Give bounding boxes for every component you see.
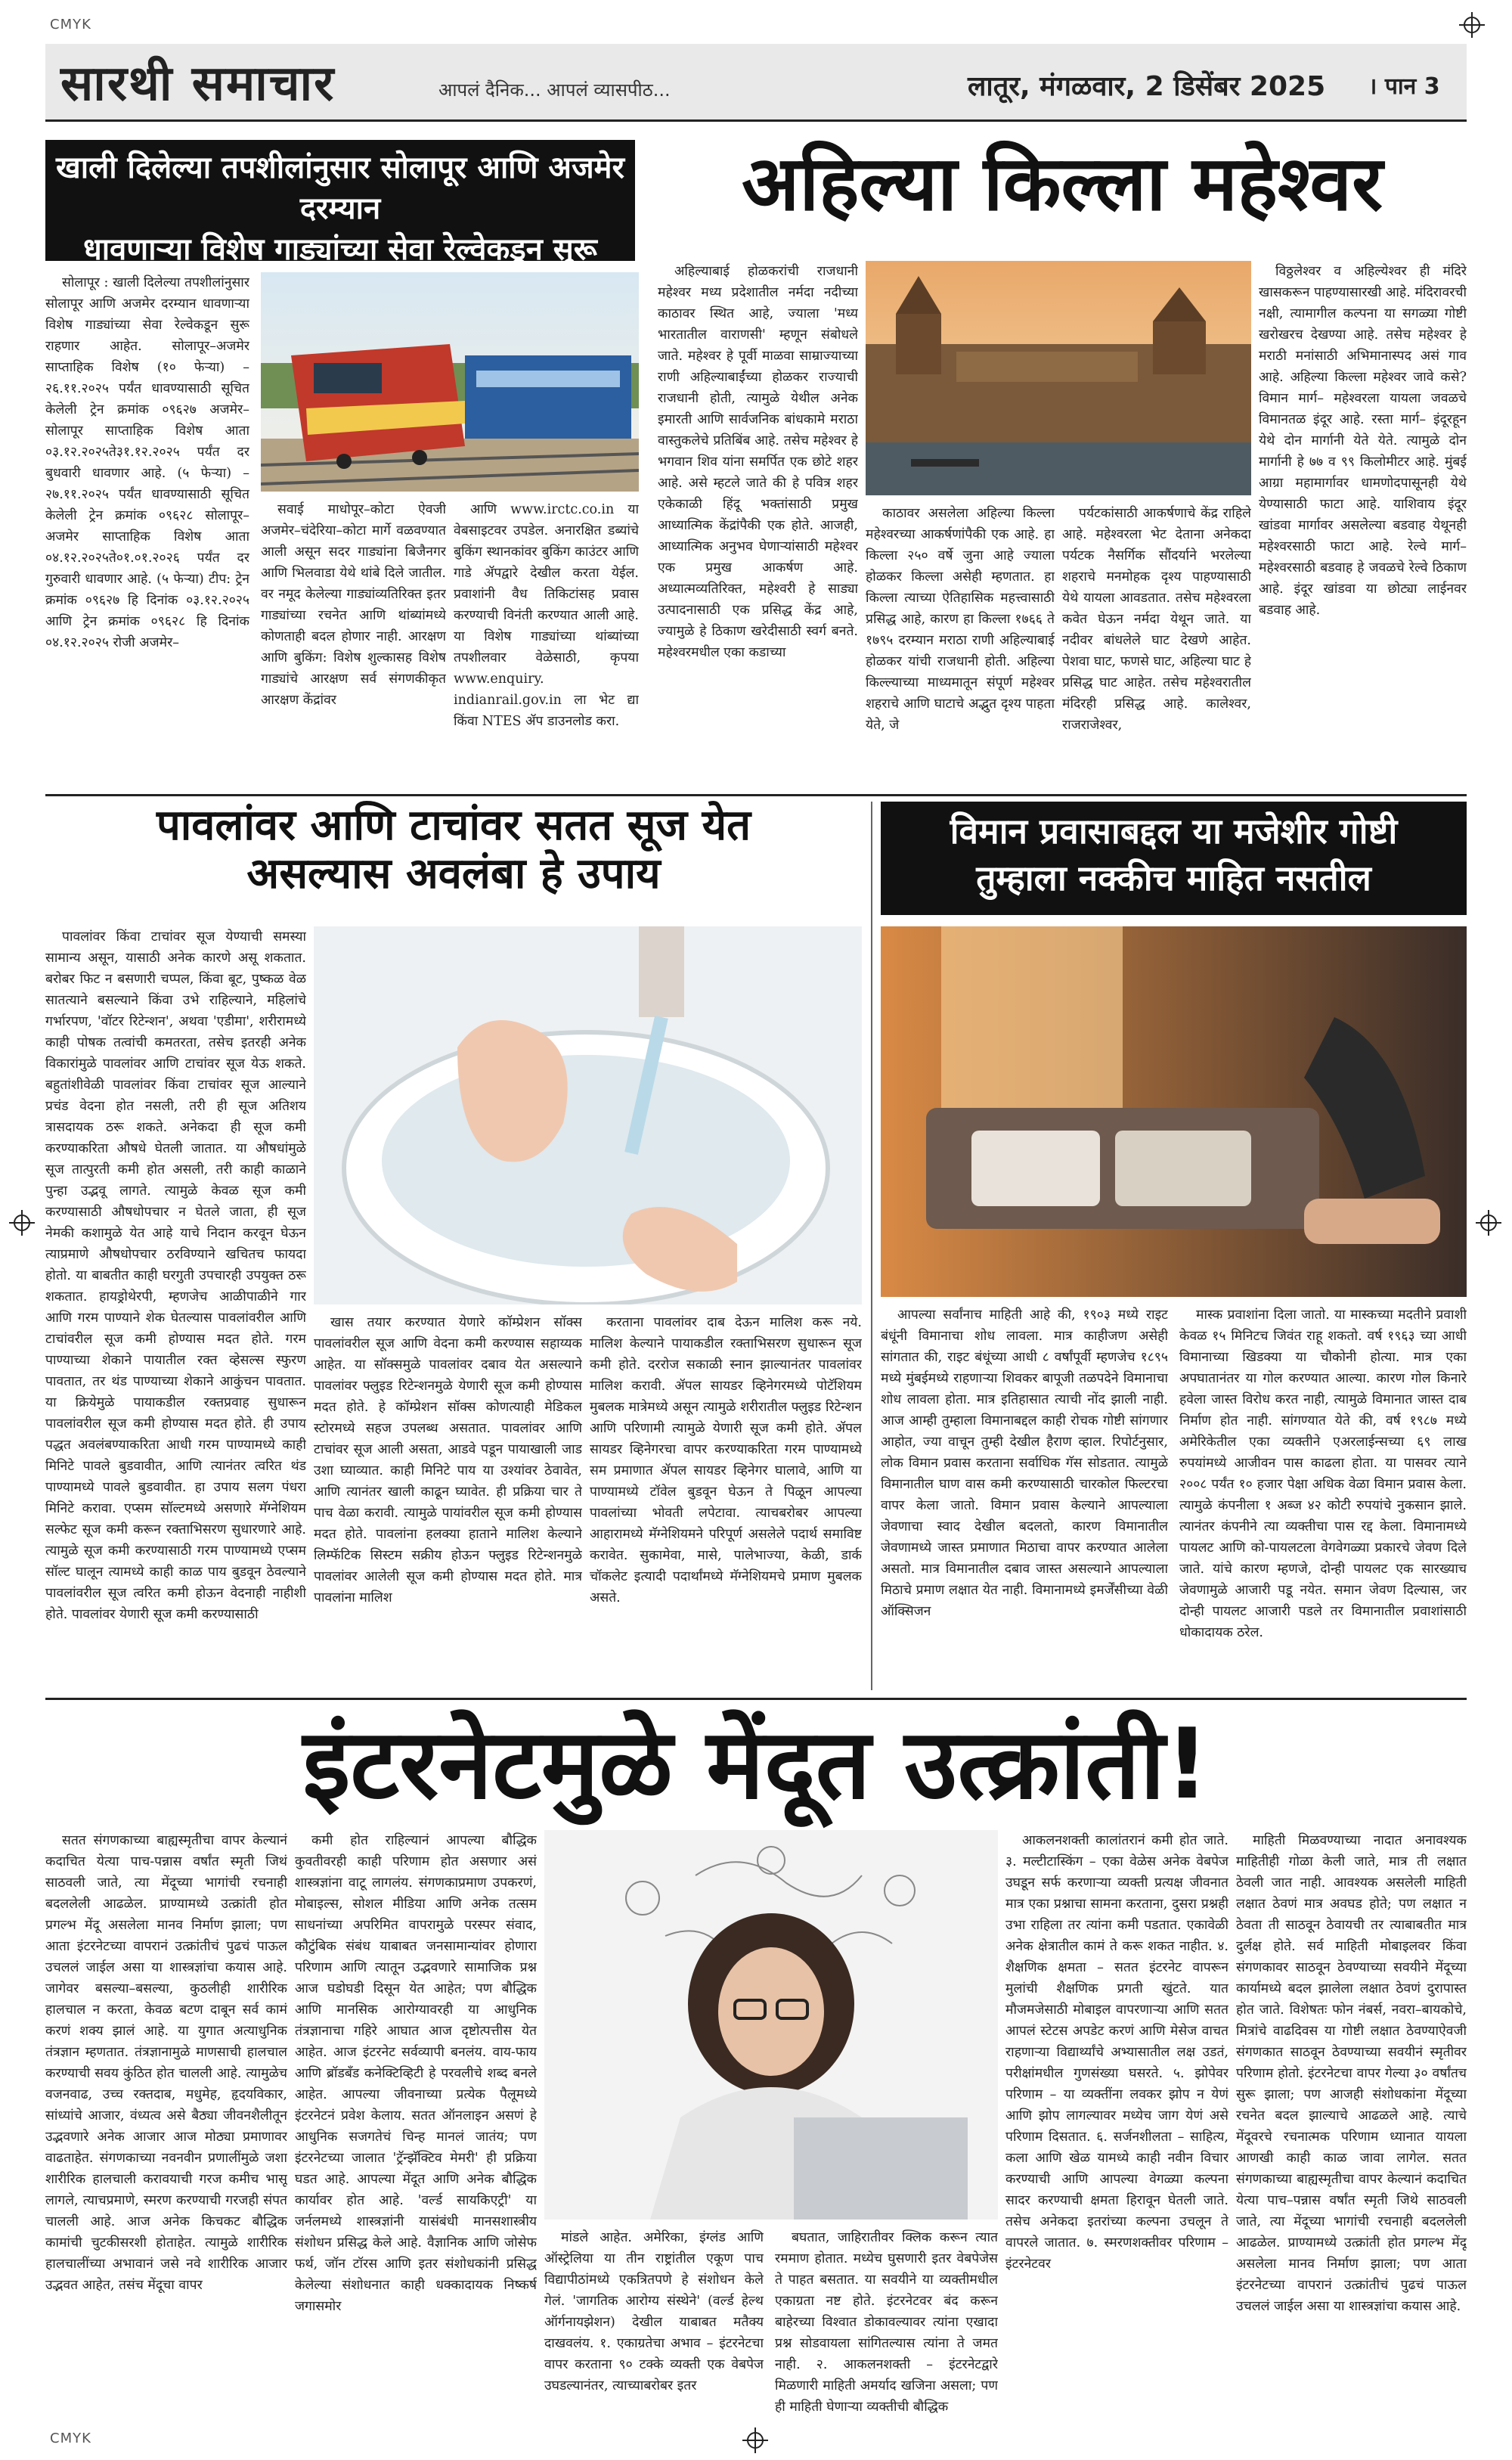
ahilya-column-4: विठ्ठलेश्वर व अहिल्येश्वर ही मंदिरे खासकरून पाहण्यासारखी आहे. मंदिरावरची नक्षी, त्यामागील कल्पना या सगळ्या गोष्टी खरोखरच देखण्या आहे. तसेच महेश्वर हे मराठी मनांसाठी अभिमानास्पद असं गाव आहे. अहिल्या किल्ला महेश्वर जावे कसे? विमान मार्ग– महेश्वरला यायला जवळचे विमानतळ इंदूर आहे. रस्ता मार्ग– इंदूरहून येथे दोन मार्गानी येते येते. त्यामुळे दोन मार्गानी हे ७७ व ९९ किलोमीटर आहे. मुंबई आग्रा महामार्गावर धामणोदपासूनही येथे येण्यासाठी फाटा आहे. याशिवाय इंदूर खांडवा मार्गावर असलेल्या बडवाह येथूनही महेश्वरसाठी फाटा आहे. रेल्वे मार्ग– महेश्वरसाठी बडवाह हे जवळचे रेल्वे ठिकाण आहे. इंदूर खांडवा या छोट्या लाईनवर बडवाह आहे. (1259, 264, 1467, 618)
section-divider (45, 794, 1467, 796)
registration-mark-icon (742, 2427, 768, 2453)
internet-column-4: बघतात, जाहिरातीवर क्लिक करून त्यात रममाण होतात. मध्येच घुसणारी इतर वेबपेजेस ते पाहत बसतात. या सवयीने या व्यक्तीमधील एकाग्रता नष्ट होते. इंटरनेटवर बंद करून बाहेरच्या विश्वात डोकावल्यावर त्यांना एखादा प्रश्न सोडवायला सांगितल्यास त्यांना ते जमत नाही. २. आकलनशक्ती – इंटरनेटद्वारे मिळणारी माहिती अमर्याद खजिना असला; पण ही माहिती घेणाऱ्या व्यक्तीची बौद्धिक (775, 2230, 998, 2415)
ahilya-fort-photo (866, 261, 1251, 495)
train-column-1: सोलापूर : खाली दिलेल्या तपशीलांनुसार सोलापूर आणि अजमेर दरम्यान धावणाऱ्या विशेष गाड्यांच्या सेवा रेल्वेकडून सुरू राहणार आहेत. सोलापूर–अजमेर साप्ताहिक विशेष (१० फेऱ्या) – २६.११.२०२५ पर्यंत धावण्यासाठी सूचित केलेली ट्रेन क्रमांक ०९६२७ अजमेर–सोलापूर साप्ताहिक विशेष आता ०३.१२.२०२५ते३१.१२.२०२५ पर्यंत दर बुधवारी धावणार आहे. (५ फेऱ्या) – २७.११.२०२५ पर्यंत धावण्यासाठी सूचित केलेली ट्रेन क्रमांक ०९६२८ सोलापूर–अजमेर साप्ताहिक विशेष आता ०४.१२.२०२५ते०१.०१.२०२६ पर्यंत दर गुरुवारी धावणार आहे. (५ फेऱ्या) टीप: ट्रेन क्रमांक ०९६२७ हि दिनांक ०३.१२.२०२५ आणि ट्रेन क्रमांक ०९६२८ हि दिनांक ०४.१२.२०२५ रोजी अजमेर– (45, 275, 249, 650)
train-headline (45, 140, 635, 267)
flight-meal-photo (881, 926, 1467, 1297)
column-divider (871, 802, 872, 1690)
train-column-3: आणि www.irctc.co.in या वेबसाइटवर उपडेल. अनारक्षित डब्यांचे बुकिंग स्थानकांवर बुकिंग काउंटर आणि गाडे ॲपद्वारे देखील करता येईल. प्रवाशांनी वैध तिकिटांसह प्रवास करण्याची विनंती करण्यात आली आहे. या विशेष गाड्यांच्या थांब्यांच्या तपशीलवार वेळेसाठी, कृपया www.enquiry. indianrail.gov.in ला भेट द्या किंवा NTES ॲप डाउनलोड करा. (454, 502, 639, 729)
feet-soak-photo (314, 926, 862, 1304)
registration-mark-icon (1459, 12, 1485, 38)
internet-headline: इंटरनेटमुळे मेंदूत उत्क्रांती! (302, 1708, 1210, 1821)
feet-headline-line2: असल्यास अवलंबा हे उपाय (246, 849, 661, 899)
flight-headline (881, 802, 1467, 915)
train-column-2: सवाई माधोपूर–कोटा ऐवजी अजमेर–चंदेरिया–कोटा मार्गे वळवण्यात आली असून सदर गाड्यांना बिजैनगर आणि भिलवाडा येथे थांबे दिले जातील. वर नमूद केलेल्या गाड्यांव्यतिरिक्त इतर गाड्यांच्या रचनेत आणि थांब्यांमध्ये कोणताही बदल होणार नाही. आरक्षण आणि बुकिंग: विशेष शुल्कासह विशेष गाड्यांचे आरक्षण सर्व संगणकीकृत आरक्षण केंद्रांवर (261, 502, 446, 708)
feet-column-1: पावलांवर किंवा टाचांवर सूज येण्याची समस्या सामान्य असून, यासाठी अनेक कारणे असू शकतात. बरोबर फिट न बसणारी चप्पल, किंवा बूट, पुष्कळ वेळ सातत्याने बसल्याने किंवा उभे राहिल्याने, महिलांचे गर्भारपण, 'वॉटर रिटेन्शन', अथवा 'एडीमा', शरीरामध्ये काही पोषक तत्वांची कमतरता, तसेच इतरही अनेक विकारांमुळे पावलांवर आणि टाचांवर सूज येऊ शकते. बहुतांशीवेळी पावलांवर किंवा टाचांवर सूज आल्याने प्रचंड वेदना होत नसली, तरी ही सूज अतिशय त्रासदायक ठरू शकते. अनेकदा ही सूज कमी करण्याकरिता औषधे घेतली जातात. या औषधांमुळे सूज तात्पुरती कमी होत असली, तरी काही काळाने पुन्हा उद्भवू लागते. त्यामुळे केवळ सूज कमी करण्यासाठी औषधोपचार न घेतले जाता, ही सूज नेमकी कशामुळे येत आहे याचे निदान करवून घेऊन त्याप्रमाणे औषधोपचार ठरविण्याने खचितच फायदा होतो. या बाबतीत काही घरगुती उपचारही उपयुक्त ठरू शकतात. हायड्रोथेरपी, म्हणजेच आळीपाळीने गार आणि गरम पाण्याने शेक घेतल्यास पावलांवरील आणि टाचांवरील सूज कमी होण्यास मदत होते. गरम पाण्याच्या शेकाने पायातील रक्त व्हेसल्स स्फुरण पावतात, तर थंड पाण्याच्या शेकाने आकुंचन पावतात. या क्रियेमुळे पायाकडील रक्तप्रवाह सुधारून पावलांवरील सूज कमी होण्यास मदत होते. ही उपाय पद्धत अवलंबण्याकरिता आधी गरम पाण्यामध्ये काही मिनिटे पावले बुडवावीत, आणि त्यानंतर त्वरित थंड पाण्यामध्ये पावले बुडवावीत. हा उपाय सलग पंधरा मिनिटे करावा. एप्सम सॉल्टमध्ये असणारे मॅग्नेशियम सल्फेट सूज कमी करून रक्ताभिसरण सुधारणारे आहे. त्यामुळे सूज कमी करण्यासाठी गरम पाण्यामध्ये एप्सम सॉल्ट घालून त्यामध्ये काही काळ पाय बुडवून ठेवल्याने पावलांवरील सूज त्वरित कमी होऊन वेदनाही नाहीशी होते. पावलांवर येणारी सूज कमी करण्यासाठी (45, 929, 306, 1622)
feet-column-3: करताना पावलांवर दाब देऊन मालिश करू नये. मालिश केल्याने पायाकडील रक्ताभिसरण सुधारून सूज कमी होते. दररोज सकाळी स्नान झाल्यानंतर पावलांवर मालिश करावी. ॲपल सायडर व्हिनेगरमध्ये पोटॅशियम मुबलक मात्रेमध्ये असून त्यामुळे शरीरातील फ्लुइड रिटेन्शन आणि परिणामी त्यामुळे येणारी सूज कमी होते. ॲपल सायडर व्हिनेगरचा वापर करण्याकरिता गरम पाण्यामध्ये सम प्रमाणात ॲपल सायडर व्हिनेगर घालावे, आणि या पाण्यामध्ये टॉवेल बुडवून घेऊन ते पिळून आपल्या पावलांच्या भोवती लपेटावा. त्याचबरोबर आपल्या आहारामध्ये मॅग्नेशियमने परिपूर्ण असलेले पदार्थ समाविष्ट करावेत. सुकामेवा, मासे, पालेभाज्या, केळी, डार्क चॉकलेट इत्यादी पदार्थांमध्ये मॅग्नेशियमचे प्रमाण मुबलक असते. (590, 1315, 862, 1605)
train-headline-line2: धावणाऱ्या विशेष गाड्यांच्या सेवा रेल्वेकडून सुरू (83, 232, 597, 267)
newspaper-title: सारथी समाचार (60, 55, 336, 112)
ahilya-headline: अहिल्या किल्ला महेश्वर (741, 139, 1383, 228)
ahilya-column-1: अहिल्याबाई होळकरांची राजधानी महेश्वर मध्य प्रदेशातील नर्मदा नदीच्या काठावर स्थित आहे, ज्याला 'मध्य भारतातील वाराणसी' म्हणून संबोधले जाते. महेश्वर हे पूर्वी माळवा साम्राज्याच्या राणी अहिल्याबाईंच्या होळकर राज्याची राजधानी होती, त्यामुळे येथील अनेक इमारती आणि सार्वजनिक बांधकामे मराठा वास्तुकलेचे प्रतिबिंब आहे. तसेच महेश्वर हे भगवान शिव यांना समर्पित एक छोटे शहर आहे. असे म्हटले जाते की हे पवित्र शहर एकेकाळी हिंदू भक्तांसाठी प्रमुख आध्यात्मिक केंद्रांपैकी एक होते. आजही, आध्यात्मिक अनुभव घेणाऱ्यांसाठी महेश्वर एक प्रमुख आकर्षण आहे. अध्यात्मव्यतिरिक्त, महेश्वरी हे साड्या उत्पादनासाठी एक प्रसिद्ध केंद्र आहे, ज्यामुळे हे ठिकाण खरेदीसाठी स्वर्ग बनते. महेश्वरमधील एका कडाच्या (658, 264, 858, 660)
color-bar-label: CMYK (50, 17, 91, 33)
internet-column-6: माहिती मिळवण्याच्या नादात अनावश्यक माहितीही गोळा केली जाते, मात्र ती लक्षात ठेवली जात नाही. आवश्यक असलेली माहिती लक्षात ठेवणं मात्र अवघड होते; पण लक्षात न ठेवता ती साठवून ठेवायची तर त्याबाबतीत मात्र दुर्लक्ष होते. सर्व माहिती मोबाइलवर किंवा संगणकावर साठवून ठेवण्याच्या सवयीने मेंदूच्या कार्यामध्ये बदल झालेला लक्षात ठेवणं दुरापास्त होत जाते. विशेषतः फोन नंबर्स, नवरा–बायकोचे, मित्रांचे वाढदिवस या गोष्टी लक्षात ठेवण्याऐवजी संगणकात साठवून ठेवण्याच्या सवयीनं स्मृतीवर परिणाम होतो. इंटरनेटचा वापर गेल्या ३० वर्षांतच सुरू झाला; पण आजही संशोधकांना मेंदूच्या रचनेत बदल झाल्याचे आढळले आहे. त्याचे मेंदूवरचे रचनात्मक परिणाम ध्यानात यायला आणखी काही काळ जावा लागेल. सतत संगणकाच्या बाह्यस्मृतीचा वापर केल्यानं कदाचित येत्या पाच–पन्नास वर्षांत स्मृती जिथे साठवली जाते, त्या मेंदूच्या भागांची रचनाही बदललेली आढळेल. प्राण्यामध्ये उत्क्रांती होत प्रगल्भ मेंदू असलेला मानव निर्माण झाला; पण आता इंटरनेटच्या वापरानं उत्क्रांतीचं पुढचं पाऊल उचललं जाईल असा या शास्त्रज्ञांचा कयास आहे. (1236, 1833, 1467, 2314)
internet-column-1: सतत संगणकाच्या बाह्यस्मृतीचा वापर केल्यानं कदाचित येत्या पाच-पन्नास वर्षांत स्मृती जिथं साठवली जाते, त्या मेंदूच्या भागांची रचनाही बदललेली आढळेल. प्राण्यामध्ये उत्क्रांती होत प्रगल्भ मेंदू असलेला मानव निर्माण झाला; पण आता इंटरनेटच्या वापरानं उत्क्रांतीचं पुढचं पाऊल उचललं जाईल असा या शास्त्रज्ञांचा कयास आहे. जागेवर बसल्या–बसल्या, कुठलीही शारीरिक हालचाल न करता, केवळ बटण दाबून सर्व कामं करणं शक्य झालं आहे. या युगात अत्याधुनिक तंत्रज्ञान म्हणतात. तंत्रज्ञानामुळे माणसाची हालचाल करण्याची सवय कुंठित होत चालली आहे. त्यामुळेच वजनवाढ, उच्च रक्तदाब, मधुमेह, हृदयविकार, सांध्यांचे आजार, वंध्यत्व असे बैठ्या जीवनशैलीतून उद्भवणारे अनेक आजार आज मोठ्या प्रमाणावर वाढताहेत. संगणकाच्या नवनवीन प्रणालींमुळे जशा शारीरिक हालचाली करावयाची गरज कमीच भासू लागले, त्याचप्रमाणे, स्मरण करण्याची गरजही संपत चालली आहे. आज अनेक किचकट बौद्धिक कामांची चुटकीसरशी होताहेत. त्यामुळे शारीरिक हालचालींच्या अभावानं जसे नवे शारीरिक आजार उद्भवत आहेत, तसंच मेंदूचा वापर (45, 1833, 287, 2293)
ahilya-column-3: पर्यटकांसाठी आकर्षणाचे केंद्र राहिले आहे. महेश्वरला भेट देताना अनेकदा पर्यटक नैसर्गिक सौंदर्याने भरलेल्या शहराचे मनमोहक दृश्य पाहण्यासाठी येथे यायला आवडतात. तसेच महेश्वरला कवेत घेऊन नर्मदा येथून जाते. या नदीवर बांधलेले घाट देखणे आहेत. पेशवा घाट, फणसे घाट, अहिल्या घाट हे प्रसिद्ध घाट आहेत. तसेच महेश्वरातील मंदिरही प्रसिद्ध आहे. कालेश्वर, राजराजेश्वर, (1062, 506, 1251, 733)
dateline: लातूर, मंगळवार, 2 डिसेंबर 2025 (968, 71, 1326, 102)
masthead (45, 44, 1467, 122)
internet-column-2: कमी होत राहिल्यानं आपल्या बौद्धिक कुवतीवरही काही परिणाम होत असणार असं शास्त्रज्ञांना वाटू लागलंय. संगणकाप्रमाण उपकरणं, मोबाइल्स, सोशल मीडिया आणि अनेक तत्सम साधनांच्या अपरिमित वापरामुळे परस्पर संवाद, कौटुंबिक संबंध याबाबत जनसामान्यांवर होणारा परिणाम आणि त्यातून उद्भवणारे सामाजिक प्रश्न आज घडोघडी दिसून येत आहेत; पण बौद्धिक आणि मानसिक आरोग्यावरही या आधुनिक तंत्रज्ञानाचा गहिरे आघात आज दृष्टोत्पत्तीस येत आहेत. आज इंटरनेट सर्वव्यापी बनलंय. वाय-फाय आणि ब्रॉडबँड कनेक्टिव्हिटी हे परवलीचे शब्द बनले आहेत. आपल्या जीवनाच्या प्रत्येक पैलूमध्ये इंटरनेटनं प्रवेश केलाय. सतत ऑनलाइन असणं हे आधुनिक सजगतेचं चिन्ह मानलं जातंय; पण इंटरनेटच्या जालात 'ट्रॅन्झॅक्टिव मेमरी' ही प्रक्रिया घडत आहे. आपल्या मेंदूत आणि अनेक बौद्धिक कार्यावर होत आहे. 'वर्ल्ड सायकिएट्री' या जर्नलमध्ये शास्त्रज्ञांनी यासंबंधी मानसशास्त्रीय संशोधन प्रसिद्ध केले आहे. वैज्ञानिक आणि जोसेफ फर्थ, जॉन टॉरस आणि इतर संशोधकांनी प्रसिद्ध केलेल्या संशोधनात काही धक्कादायक निष्कर्ष जगासमोर (295, 1833, 537, 2314)
internet-column-3: मांडले आहेत. अमेरिका, इंग्लंड आणि ऑस्ट्रेलिया या तीन राष्ट्रांतील एकूण पाच विद्यापीठांमध्ये एकत्रितपणे हे संशोधन केले गेलं. 'जागतिक आरोग्य संस्थेने' (वर्ल्ड हेल्थ ऑर्गनायझेशन) देखील याबाबत मतैक्य दाखवलंय. १. एकाग्रतेचा अभाव – इंटरनेटचा वापर करताना ९० टक्के व्यक्ती एक वेबपेज उघडल्यानंतर, त्याच्याबरोबर इतर (544, 2230, 764, 2393)
flight-column-2: मास्क प्रवाशांना दिला जातो. या मास्कच्या मदतीने प्रवाशी केवळ १५ मिनिटच जिवंत राहू शकतो. वर्ष १९६३ च्या आधी विमानाच्या खिडक्या या चौकोनी होत्या. मात्र एका अपघातानंतर या गोल करण्यात आल्या. कारण गोल किनारे हवेला जास्त विरोध करत नाही, त्यामुळे विमानात जास्त दाब निर्माण होत नाही. सांगण्यात येते की, वर्ष १९८७ मध्ये अमेरिकेतील एका व्यक्तीने एअरलाईन्सच्या ६९ लाख रुपयांमध्ये आजीवन पास काढला होता. या पासवर त्याने २००८ पर्यंत १० हजार पेक्षा अधिक वेळा विमान प्रवास केला. त्यामुळे कंपनीला १ अब्ज ४२ कोटी रुपयांचे नुकसान झाले. त्यानंतर कंपनीने त्या व्यक्तीचा पास रद्द केला. विमानामध्ये पायलट आणि को-पायलटला वेगवेगळ्या प्रकारचे जेवण दिले जाते. यांचे कारण म्हणजे, दोन्ही पायलट एक सारख्याच जेवणामुळे आजारी पडू नयेत. समान जेवण दिल्यास, जर दोन्ही पायलट आजारी पडले तर विमानातील प्रवाशांसाठी धोकादायक ठरेल. (1179, 1308, 1467, 1640)
feet-column-2: खास तयार करण्यात येणारे कॉम्प्रेशन सॉक्स पावलांवरील सूज आणि वेदना कमी करण्यास सहाय्यक आहेत. या सॉक्समुळे पावलांवर दबाव येत असल्याने पावलांवर फ्लुइड रिटेन्शनमुळे येणारी सूज कमी होण्यास मदत होते. हे कॉम्प्रेशन सॉक्स कोणत्याही मेडिकल स्टोरमध्ये सहज उपलब्ध असतात. पावलांवर आणि टाचांवर सूज आली असता, आडवे पडून पायाखाली जाड उशा घ्याव्यात. काही मिनिटे पाय या उश्यांवर ठेवावेत, आणि त्यानंतर खाली काढून घ्यावेत. ही प्रक्रिया चार ते पाच वेळा करावी. त्यामुळे पायांवरील सूज कमी होण्यास मदत होते. पावलांना हलक्या हाताने मालिश केल्याने लिम्फॅटिक सिस्टम सक्रीय होऊन फ्लुइड रिटेन्शनमुळे पावलांवर आलेली सूज कमी होण्यास मदत होते. मात्र पावलांना मालिश (314, 1315, 582, 1605)
train-photo (261, 272, 639, 492)
registration-mark-icon (1476, 1210, 1501, 1236)
newspaper-tagline: आपलं दैनिक... आपलं व्यासपीठ... (438, 79, 671, 101)
feet-headline-line1: पावलांवर आणि टाचांवर सतत सूज येत (156, 801, 751, 850)
flight-headline-line1: विमान प्रवासाबद्दल या मजेशीर गोष्टी (950, 811, 1398, 852)
flight-column-1: आपल्या सर्वांनाच माहिती आहे की, १९०३ मध्ये राइट बंधूंनी विमानाचा शोध लावला. मात्र काहीजण असेही सांगतात की, राइट बंधूंच्या आधी ८ वर्षांपूर्वी म्हणजेच १८९५ मध्ये मुंबईमध्ये राहणाऱ्या शिवकर बापूजी तळपदेने विमानाचा शोध लावला होता. मात्र इतिहासात त्याची नोंद झाली नाही. आज आम्ही तुम्हाला विमानाबद्दल काही रोचक गोष्टी सांगणार आहोत, ज्या वाचून तुम्ही देखील हैराण व्हाल. रिपोर्टनुसार, लोक विमान प्रवास करताना सर्वाधिक गॅस सोडतात. त्यामुळे विमानातील घाण वास कमी करण्यासाठी चारकोल फिल्टरचा वापर केला जातो. विमान प्रवास केल्याने आपल्याला जेवणाचा स्वाद देखील बदलतो, कारण विमानातील जेवणामध्ये जास्त प्रमाणात मिठाचा वापर करण्यात आलेला असतो. मात्र विमानातील दबाव जास्त असल्याने आपल्याला मिठाचे प्रमाण लक्षात येत नाही. विमानामध्ये इमर्जेंसीच्या वेळी ऑक्सिजन (881, 1308, 1168, 1619)
color-bar-label-bottom: CMYK (50, 2431, 91, 2446)
registration-mark-icon (9, 1210, 35, 1236)
feet-headline (45, 802, 862, 915)
ahilya-column-2: काठावर असलेला अहिल्या किल्ला महेश्वरच्या आकर्षणांपैकी एक आहे. हा किल्ला २५० वर्षे जुना आहे ज्याला होळकर किल्ला असेही म्हणतात. हा किल्ला त्याच्या ऐतिहासिक महत्त्वासाठी प्रसिद्ध आहे, कारण हा किल्ला १७६६ ते १७९५ दरम्यान मराठा राणी अहिल्याबाई होळकर यांची राजधानी होती. अहिल्या किल्ल्याच्या माध्यमातून संपूर्ण महेश्वर शहराचे आणि घाटाचे अद्भुत दृश्य पाहता येते, जे (866, 506, 1055, 733)
internet-woman-photo (544, 1830, 998, 2220)
flight-headline-line2: तुम्हाला नक्कीच माहित नसतील (976, 858, 1371, 899)
page-number: । पान 3 (1368, 73, 1440, 100)
internet-column-5: आकलनशक्ती कालांतरानं कमी होत जाते. ३. मल्टीटास्किंग – एका वेळेस अनेक वेबपेज उघडून सर्फ करणाऱ्या व्यक्ती प्रत्यक्ष जीवनात मात्र एका प्रश्नाचा सामना करताना, दुसरा प्रश्नही उभा राहिला तर त्यांना कमी पडतात. एकावेळी अनेक क्षेत्रातील कामं ते करू शकत नाहीत. ४. शैक्षणिक क्षमता – सतत इंटरनेट वापरून मुलांची शैक्षणिक प्रगती खुंटते. यात मौजमजेसाठी मोबाइल वापरणाऱ्या आणि सतत आपलं स्टेटस अपडेट करणं आणि मेसेज वाचत राहणाऱ्या विद्यार्थ्यांचे अभ्यासातील लक्ष उडतं, परीक्षांमधील गुणसंख्या घसरते. ५. झोपेवर परिणाम – या व्यक्तींना लवकर झोप न येणं आणि झोप लागल्यावर मध्येच जाग येणं असे परिणाम दिसतात. ६. सर्जनशीलता – साहित्य, कला आणि खेळ यामध्ये काही नवीन विचार करण्याची आणि आपल्या वेगळ्या कल्पना सादर करण्याची क्षमता हिरावून घेतली जाते. तसेच अनेकदा इतरांच्या कल्पना उचलून ते वापरले जातात. ७. स्मरणशक्तीवर परिणाम – इंटरनेटवर (1005, 1833, 1228, 2272)
train-headline-line1: खाली दिलेल्या तपशीलांनुसार सोलापूर आणि अजमेर दरम्यान (56, 150, 624, 226)
section-divider (45, 1698, 1467, 1700)
